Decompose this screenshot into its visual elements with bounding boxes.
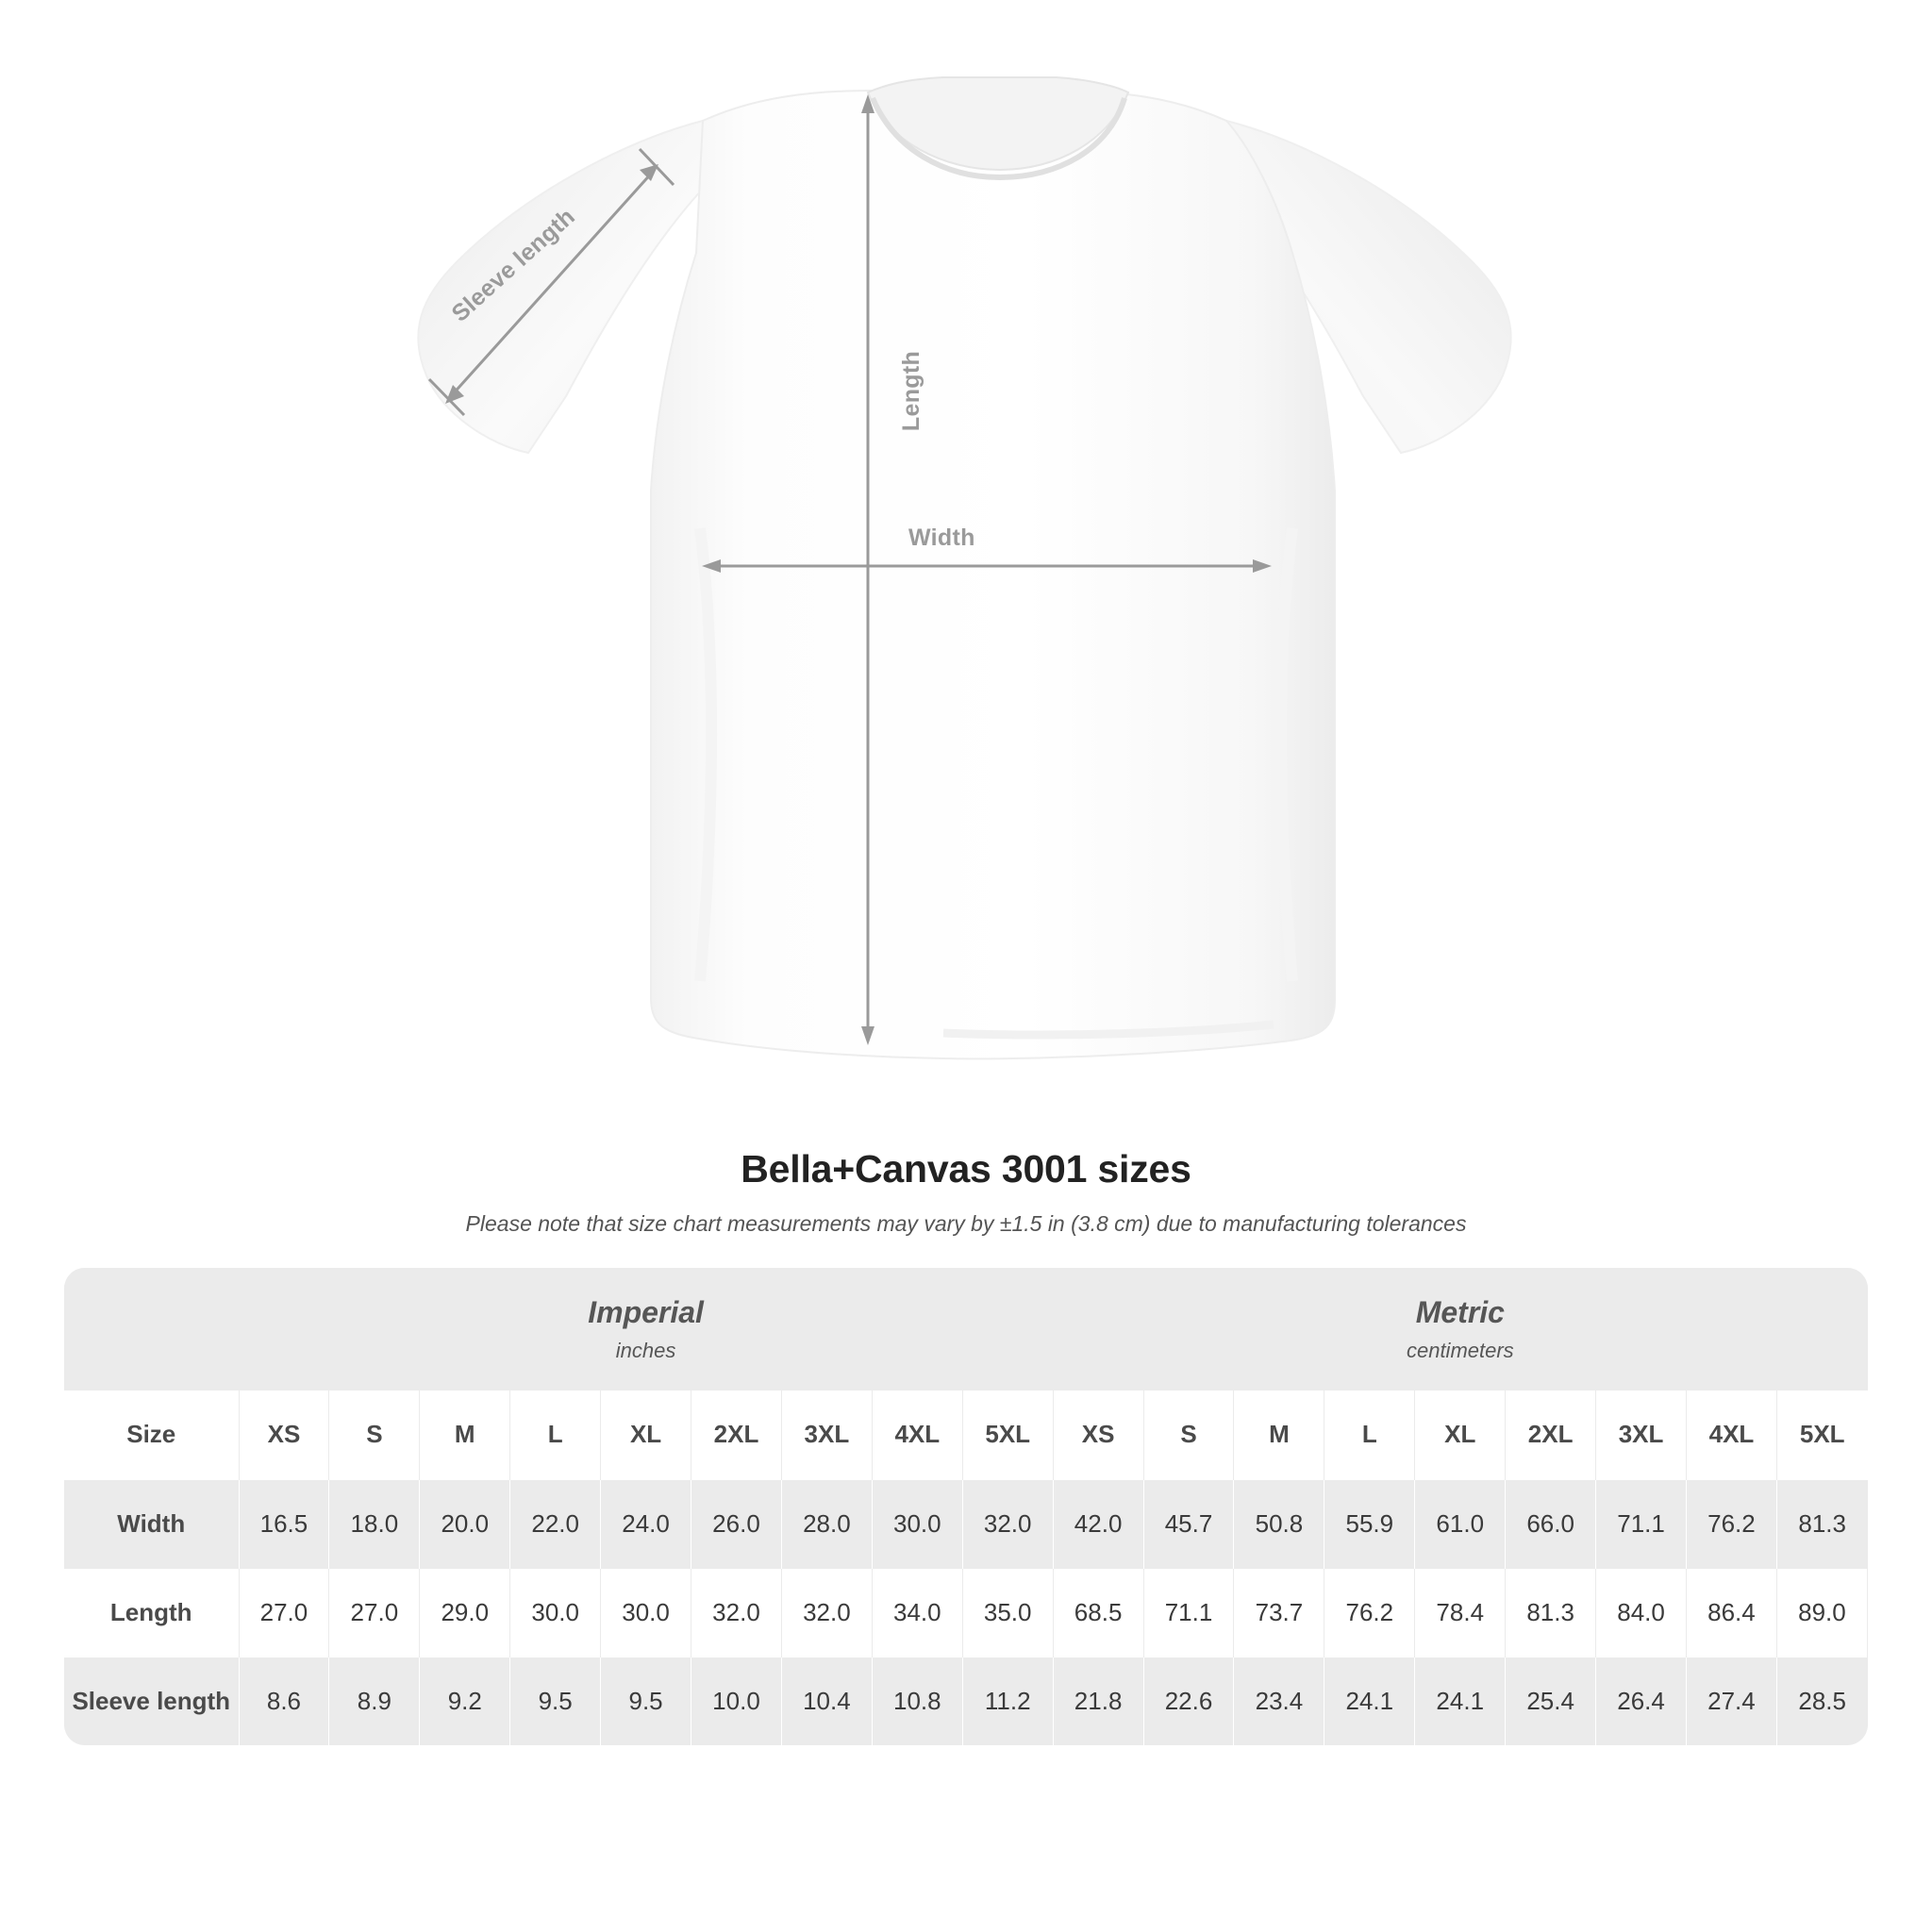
table-cell: 9.5 (510, 1657, 601, 1745)
size-header-cell: 4XL (1687, 1391, 1777, 1479)
width-dimension-label: Width (908, 525, 975, 551)
table-cell: 20.0 (420, 1479, 510, 1568)
table-cell: 45.7 (1143, 1479, 1234, 1568)
unit-group-imperial-sub: inches (615, 1339, 676, 1362)
size-header-cell: S (1143, 1391, 1234, 1479)
table-cell: 16.5 (239, 1479, 329, 1568)
table-cell: 86.4 (1687, 1568, 1777, 1657)
size-table (64, 1268, 1868, 1745)
size-header-cell: 5XL (962, 1391, 1053, 1479)
size-header-cell: XL (601, 1391, 691, 1479)
table-cell: 22.0 (510, 1479, 601, 1568)
table-cell: 8.9 (329, 1657, 420, 1745)
table-cell: 71.1 (1143, 1568, 1234, 1657)
table-cell: 66.0 (1506, 1479, 1596, 1568)
table-cell: 42.0 (1053, 1479, 1143, 1568)
table-cell: 32.0 (962, 1479, 1053, 1568)
size-header-cell: M (1234, 1391, 1324, 1479)
row-label-sleeve-length: Sleeve length (64, 1657, 239, 1745)
table-cell: 30.0 (872, 1479, 962, 1568)
table-cell: 26.0 (691, 1479, 782, 1568)
row-label-length: Length (64, 1568, 239, 1657)
table-cell: 61.0 (1415, 1479, 1506, 1568)
unit-group-spacer (64, 1268, 239, 1391)
table-cell: 24.1 (1324, 1657, 1415, 1745)
table-cell: 10.4 (781, 1657, 872, 1745)
size-header-cell: 3XL (781, 1391, 872, 1479)
table-cell: 35.0 (962, 1568, 1053, 1657)
table-cell: 21.8 (1053, 1657, 1143, 1745)
chart-title: Bella+Canvas 3001 sizes (741, 1147, 1191, 1191)
size-header-row (64, 1391, 1868, 1479)
size-header-cell: L (510, 1391, 601, 1479)
size-header-cell: 5XL (1776, 1391, 1867, 1479)
table-cell: 32.0 (781, 1568, 872, 1657)
table-cell: 30.0 (601, 1568, 691, 1657)
size-header-cell: 2XL (1506, 1391, 1596, 1479)
table-row (64, 1657, 1868, 1745)
size-header-cell: 2XL (691, 1391, 782, 1479)
table-cell: 30.0 (510, 1568, 601, 1657)
unit-group-row (64, 1268, 1868, 1391)
table-cell: 28.5 (1776, 1657, 1867, 1745)
table-cell: 89.0 (1776, 1568, 1867, 1657)
table-cell: 26.4 (1596, 1657, 1687, 1745)
table-cell: 23.4 (1234, 1657, 1324, 1745)
unit-group-metric-sub: centimeters (1406, 1339, 1514, 1362)
table-cell: 10.8 (872, 1657, 962, 1745)
size-header-cell: XL (1415, 1391, 1506, 1479)
table-cell: 24.1 (1415, 1657, 1506, 1745)
size-header-cell: M (420, 1391, 510, 1479)
length-dimension-label: Length (898, 350, 925, 432)
row-label-width: Width (64, 1479, 239, 1568)
table-cell: 73.7 (1234, 1568, 1324, 1657)
table-cell: 22.6 (1143, 1657, 1234, 1745)
unit-group-imperial (239, 1268, 1053, 1391)
table-cell: 11.2 (962, 1657, 1053, 1745)
size-header-cell: XS (1053, 1391, 1143, 1479)
table-row (64, 1568, 1868, 1657)
table-cell: 81.3 (1776, 1479, 1867, 1568)
table-cell: 76.2 (1687, 1479, 1777, 1568)
table-cell: 27.0 (239, 1568, 329, 1657)
size-header-cell: XS (239, 1391, 329, 1479)
unit-group-metric-name: Metric (1415, 1295, 1505, 1329)
table-cell: 27.0 (329, 1568, 420, 1657)
size-header-cell: L (1324, 1391, 1415, 1479)
table-cell: 55.9 (1324, 1479, 1415, 1568)
size-header-cell: 3XL (1596, 1391, 1687, 1479)
size-header-cell: S (329, 1391, 420, 1479)
table-cell: 9.5 (601, 1657, 691, 1745)
table-cell: 81.3 (1506, 1568, 1596, 1657)
table-row (64, 1479, 1868, 1568)
unit-group-metric (1053, 1268, 1867, 1391)
table-cell: 27.4 (1687, 1657, 1777, 1745)
sleeve-length-dimension-label: Sleeve length (446, 203, 580, 327)
chart-tolerance-note: Please note that size chart measurements may vary by ±1.5 in (3.8 cm) due to manufacturing tolerances (465, 1211, 1467, 1236)
size-table-container (64, 1268, 1868, 1745)
table-cell: 84.0 (1596, 1568, 1687, 1657)
table-cell: 50.8 (1234, 1479, 1324, 1568)
table-cell: 32.0 (691, 1568, 782, 1657)
table-cell: 18.0 (329, 1479, 420, 1568)
unit-group-imperial-name: Imperial (588, 1295, 704, 1329)
table-cell: 8.6 (239, 1657, 329, 1745)
size-header-cell: 4XL (872, 1391, 962, 1479)
table-cell: 68.5 (1053, 1568, 1143, 1657)
table-cell: 34.0 (872, 1568, 962, 1657)
table-cell: 78.4 (1415, 1568, 1506, 1657)
table-cell: 29.0 (420, 1568, 510, 1657)
table-cell: 9.2 (420, 1657, 510, 1745)
table-cell: 10.0 (691, 1657, 782, 1745)
table-cell: 24.0 (601, 1479, 691, 1568)
table-cell: 25.4 (1506, 1657, 1596, 1745)
table-cell: 71.1 (1596, 1479, 1687, 1568)
table-cell: 28.0 (781, 1479, 872, 1568)
table-cell: 76.2 (1324, 1568, 1415, 1657)
size-header-label: Size (64, 1391, 239, 1479)
